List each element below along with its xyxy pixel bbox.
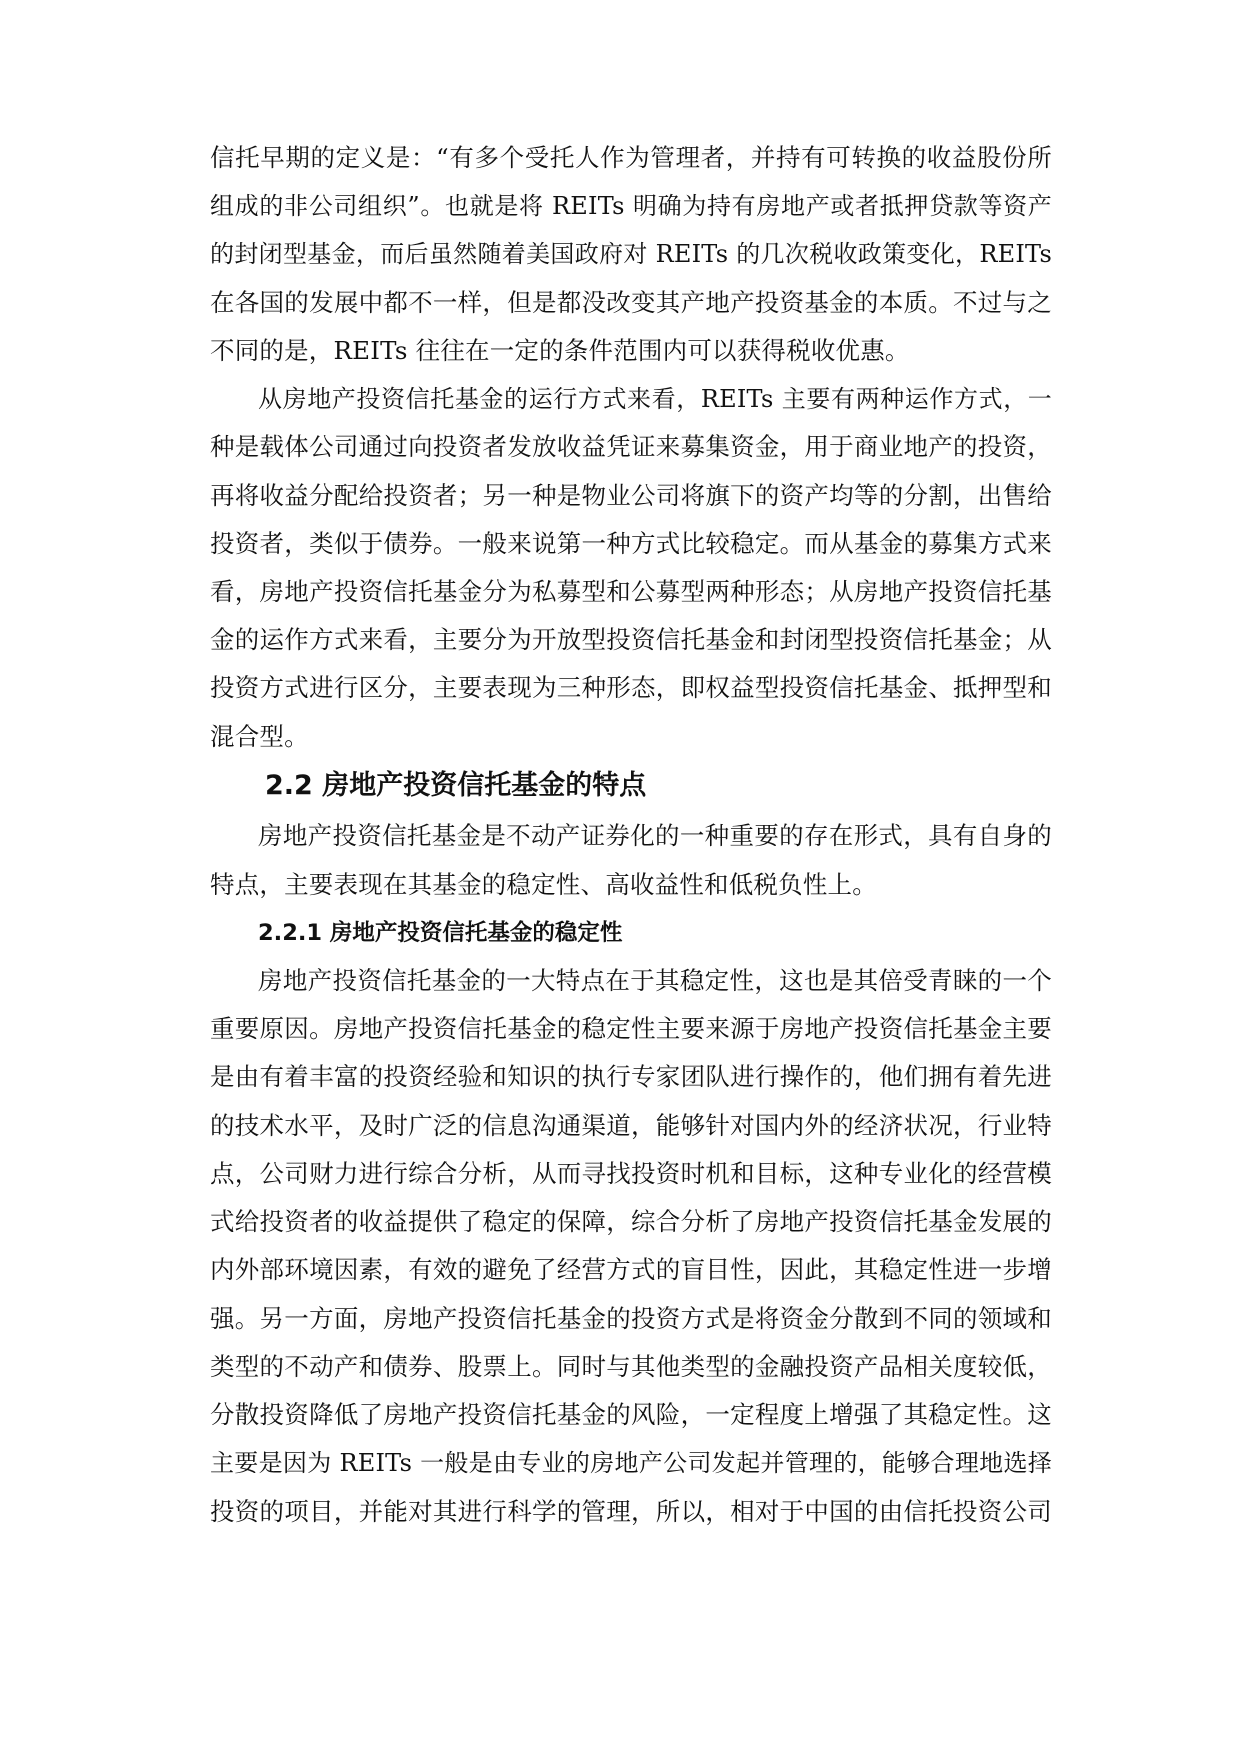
paragraph-line: 再将收益分配给投资者；另一种是物业公司将旗下的资产均等的分割，出售给 — [210, 481, 1052, 510]
paragraph-line: 房地产投资信托基金的一大特点在于其稳定性，这也是其倍受青睐的一个 — [258, 966, 1052, 995]
paragraph-line: 不同的是，REITs 往往在一定的条件范围内可以获得税收优惠。 — [210, 336, 910, 365]
paragraph-line: 主要是因为 REITs 一般是由专业的房地产公司发起并管理的，能够合理地选择 — [210, 1449, 1052, 1477]
paragraph-line: 强。另一方面，房地产投资信托基金的投资方式是将资金分散到不同的领域和 — [210, 1304, 1052, 1333]
paragraph-line: 在各国的发展中都不一样，但是都没改变其产地产投资基金的本质。不过与之 — [210, 288, 1052, 317]
section-heading: 2.2 房地产投资信托基金的特点 — [265, 770, 647, 801]
paragraph-line: 房地产投资信托基金是不动产证券化的一种重要的存在形式，具有自身的 — [258, 821, 1052, 850]
paragraph-line: 的封闭型基金，而后虽然随着美国政府对 REITs 的几次税收政策变化，REITs — [210, 240, 1052, 268]
paragraph-line: 内外部环境因素，有效的避免了经营方式的盲目性，因此，其稳定性进一步增 — [210, 1255, 1052, 1284]
paragraph-line: 看，房地产投资信托基金分为私募型和公募型两种形态；从房地产投资信托基 — [210, 577, 1052, 606]
paragraph-line: 特点，主要表现在其基金的稳定性、高收益性和低税负性上。 — [210, 870, 877, 899]
paragraph-line: 投资方式进行区分，主要表现为三种形态，即权益型投资信托基金、抵押型和 — [210, 673, 1052, 702]
paragraph-line: 重要原因。房地产投资信托基金的稳定性主要来源于房地产投资信托基金主要 — [210, 1014, 1052, 1043]
subsection-heading: 2.2.1 房地产投资信托基金的稳定性 — [258, 920, 623, 946]
paragraph-line: 的技术水平，及时广泛的信息沟通渠道，能够针对国内外的经济状况，行业特 — [210, 1111, 1052, 1140]
paragraph-line: 是由有着丰富的投资经验和知识的执行专家团队进行操作的，他们拥有着先进 — [210, 1062, 1052, 1091]
paragraph-line: 种是载体公司通过向投资者发放收益凭证来募集资金，用于商业地产的投资， — [210, 432, 1052, 461]
paragraph-line: 投资的项目，并能对其进行科学的管理，所以，相对于中国的由信托投资公司 — [210, 1497, 1052, 1526]
paragraph-line: 从房地产投资信托基金的运行方式来看，REITs 主要有两种运作方式，一 — [258, 385, 1052, 413]
paragraph-line: 金的运作方式来看，主要分为开放型投资信托基金和封闭型投资信托基金；从 — [210, 625, 1052, 654]
paragraph-line: 信托早期的定义是：“有多个受托人作为管理者，并持有可转换的收益股份所 — [210, 143, 1052, 172]
paragraph-line: 分散投资降低了房地产投资信托基金的风险，一定程度上增强了其稳定性。这 — [210, 1400, 1052, 1429]
paragraph-line: 投资者，类似于债券。一般来说第一种方式比较稳定。而从基金的募集方式来 — [210, 529, 1052, 558]
paragraph-line: 类型的不动产和债券、股票上。同时与其他类型的金融投资产品相关度较低， — [210, 1352, 1052, 1381]
paragraph-line: 混合型。 — [210, 722, 309, 751]
paragraph-line: 组成的非公司组织”。也就是将 REITs 明确为持有房地产或者抵押贷款等资产 — [210, 192, 1052, 220]
paragraph-line: 点，公司财力进行综合分析，从而寻找投资时机和目标，这种专业化的经营模 — [210, 1159, 1052, 1188]
paragraph-line: 式给投资者的收益提供了稳定的保障，综合分析了房地产投资信托基金发展的 — [210, 1207, 1052, 1236]
